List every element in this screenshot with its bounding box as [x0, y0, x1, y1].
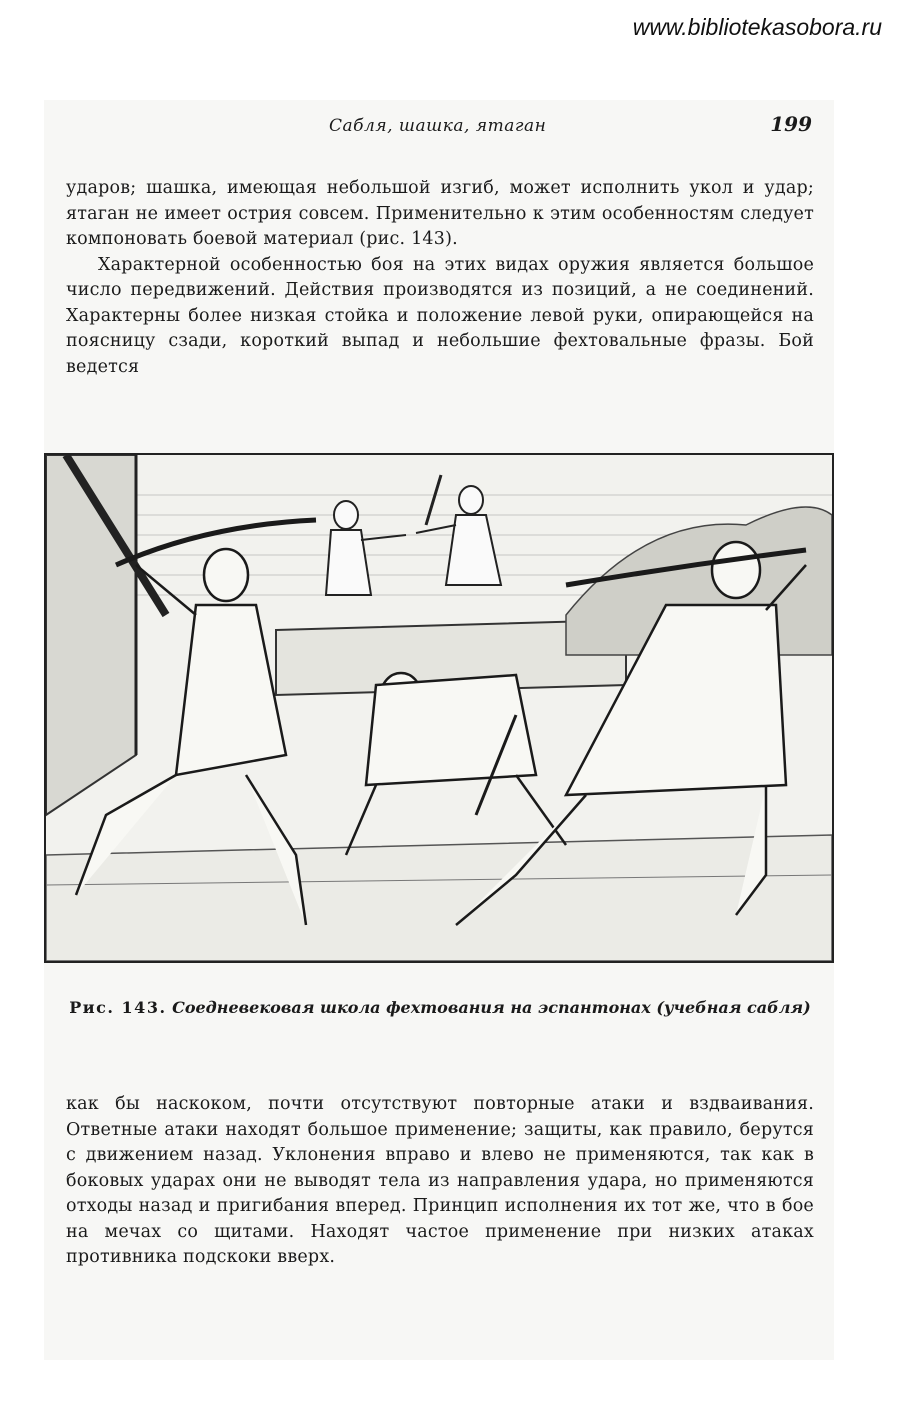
- figure-caption: [66, 997, 814, 1019]
- figure-caption-text: Соедневековая школа фехтования на эспантонах (учебная сабля): [172, 998, 811, 1017]
- paragraph-3: как бы наскоком, почти отсутствуют повторные атаки и вздваивания. Ответные атаки находят большое применение; защиты, как правило, берутся с движением назад. Уклонения вправо и влево не применяются, так как в боковых ударах они не выводят тела из направления удара, но применяются отходы назад и пригибания вперед. Принцип исполнения их тот же, что в бое на мечах со щитами. Находят частое применение при низких атаках противника подскоки вверх.: [66, 1094, 814, 1267]
- paragraph-2: Характерной особенностью боя на этих видах оружия является большое число передвижений. Действия производятся из позиций, а не соединений. Характерны более низкая стойка и положение левой руки, опирающейся на поясницу сзади, короткий выпад и небольшие фехтовальные фразы. Бой ведется: [66, 254, 814, 377]
- engraving-fencing-school-icon: [46, 455, 832, 961]
- figure-label: Рис. 143.: [69, 998, 167, 1017]
- figure-engraving: [44, 453, 834, 963]
- paragraph-1: ударов; шашка, имеющая небольшой изгиб, может исполнить укол и удар; ятаган не имеет острия совсем. Применительно к этим особенностям следует компоновать боевой материал (рис. 143).: [66, 178, 814, 249]
- running-title: Сабля, шашка, ятаган: [329, 116, 547, 136]
- running-head: [44, 112, 834, 142]
- body-text-bottom: [66, 1092, 814, 1271]
- book-page: [44, 100, 834, 1360]
- body-text-top: [66, 176, 814, 380]
- page-number: 199: [770, 112, 812, 136]
- watermark-url: www.bibliotekasobora.ru: [632, 14, 882, 40]
